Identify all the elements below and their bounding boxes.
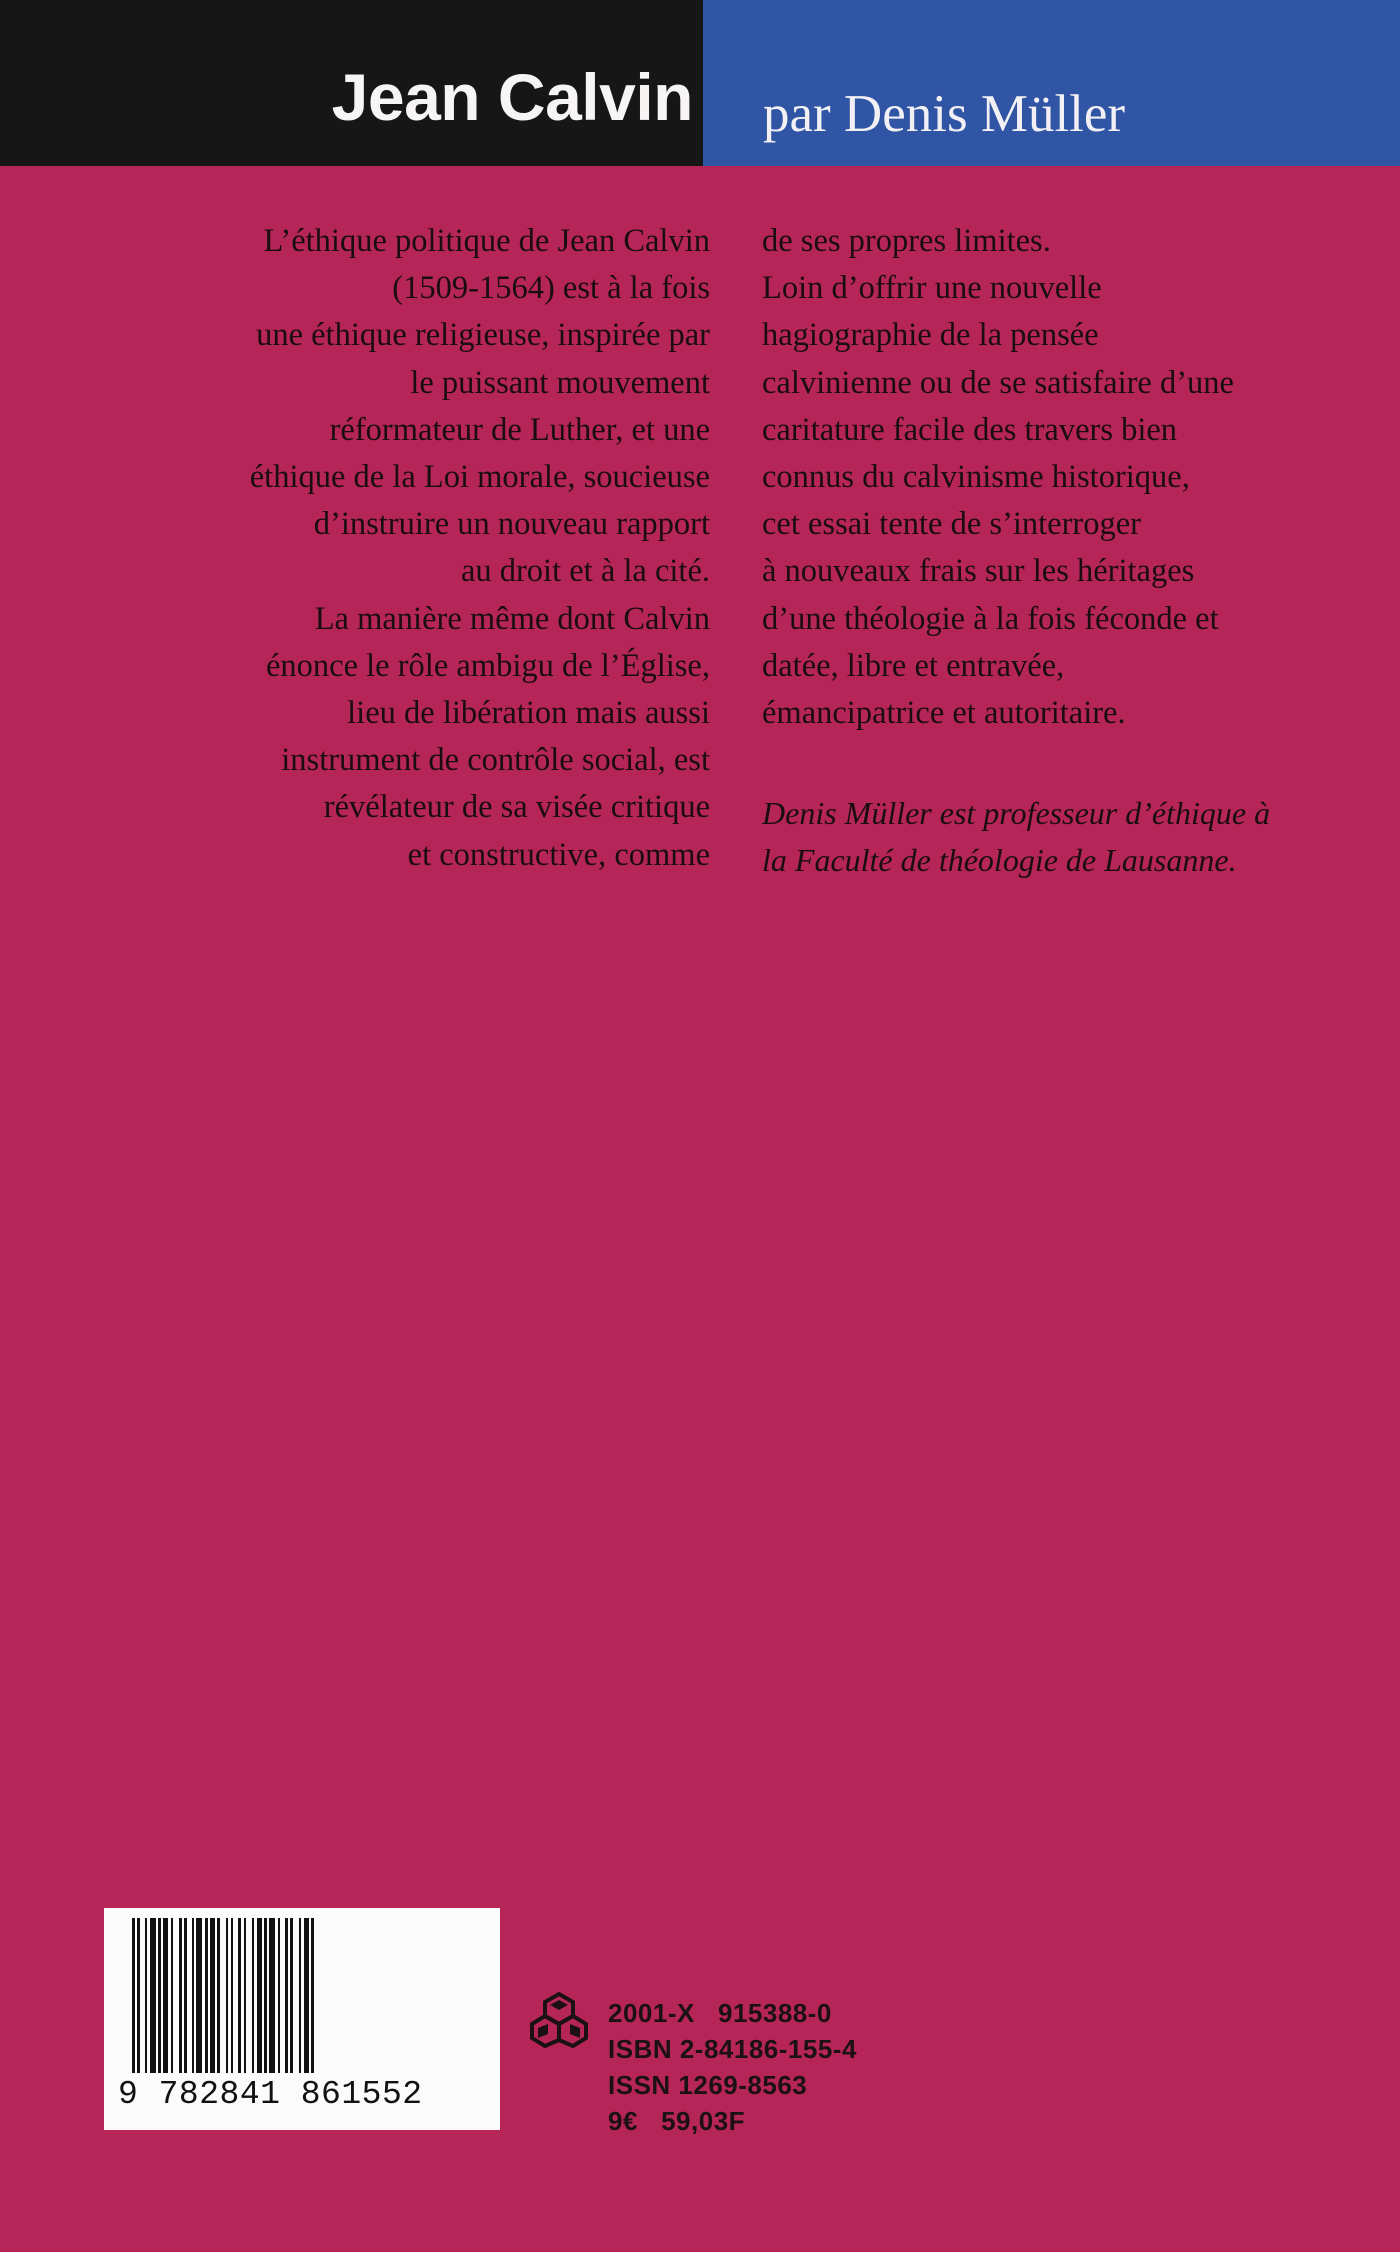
blurb-right-column	[762, 218, 1362, 737]
bio-line: la Faculté de théologie de Lausanne.	[762, 842, 1237, 878]
publication-codes	[608, 1995, 857, 2139]
price-line: 9€ 59,03F	[608, 2106, 746, 2136]
blurb-line: lieu de libération mais aussi	[347, 695, 710, 732]
issn-line: ISSN 1269-8563	[608, 2070, 808, 2100]
blurb-left-column	[120, 218, 710, 879]
blurb-line: datée, libre et entravée,	[762, 647, 1065, 684]
blurb-line: une éthique religieuse, inspirée par	[256, 317, 710, 354]
barcode-bars	[128, 1918, 478, 2078]
blurb-line: cet essai tente de s’interroger	[762, 506, 1141, 543]
blurb-line: calvinienne ou de se satisfaire d’une	[762, 364, 1234, 401]
blurb-line: (1509-1564) est à la fois	[392, 270, 710, 307]
blurb-line: L’éthique politique de Jean Calvin	[263, 223, 710, 259]
blurb-line: réformateur de Luther, et une	[329, 411, 710, 448]
book-author: par Denis Müller	[763, 85, 1126, 143]
isbn-line: ISBN 2-84186-155-4	[608, 2034, 857, 2064]
author-band	[703, 0, 1400, 166]
code-line: 2001-X 915388-0	[608, 1998, 832, 2028]
blurb-line: énonce le rôle ambigu de l’Église,	[265, 647, 710, 684]
book-title: Jean Calvin	[331, 60, 693, 134]
blurb-line: d’une théologie à la fois féconde et	[762, 600, 1219, 637]
publisher-logo-icon	[528, 1988, 590, 2050]
isbn-barcode	[104, 1908, 500, 2130]
blurb-line: caritature facile des travers bien	[762, 411, 1178, 448]
blurb-line: révélateur de sa visée critique	[323, 789, 710, 826]
blurb-line: à nouveaux frais sur les héritages	[762, 553, 1195, 590]
blurb-line: La manière même dont Calvin	[314, 600, 710, 637]
blurb-line: émancipatrice et autoritaire.	[762, 695, 1126, 732]
blurb-line: Loin d’offrir une nouvelle	[762, 270, 1102, 307]
blurb-line: instrument de contrôle social, est	[281, 742, 710, 779]
blurb-line: connus du calvinisme historique,	[762, 459, 1190, 496]
author-bio	[762, 790, 1362, 884]
blurb-line: éthique de la Loi morale, soucieuse	[249, 459, 710, 496]
blurb-line: hagiographie de la pensée	[762, 317, 1099, 354]
blurb-line: d’instruire un nouveau rapport	[313, 506, 710, 543]
blurb-line: et constructive, comme	[407, 836, 710, 873]
blurb-line: le puissant mouvement	[410, 364, 710, 401]
barcode-number: 9 782841 861552	[118, 2076, 423, 2113]
blurb-line: de ses propres limites.	[762, 223, 1051, 259]
title-band	[0, 0, 703, 166]
blurb-line: au droit et à la cité.	[460, 553, 710, 590]
bio-line: Denis Müller est professeur d’éthique à	[762, 795, 1271, 831]
